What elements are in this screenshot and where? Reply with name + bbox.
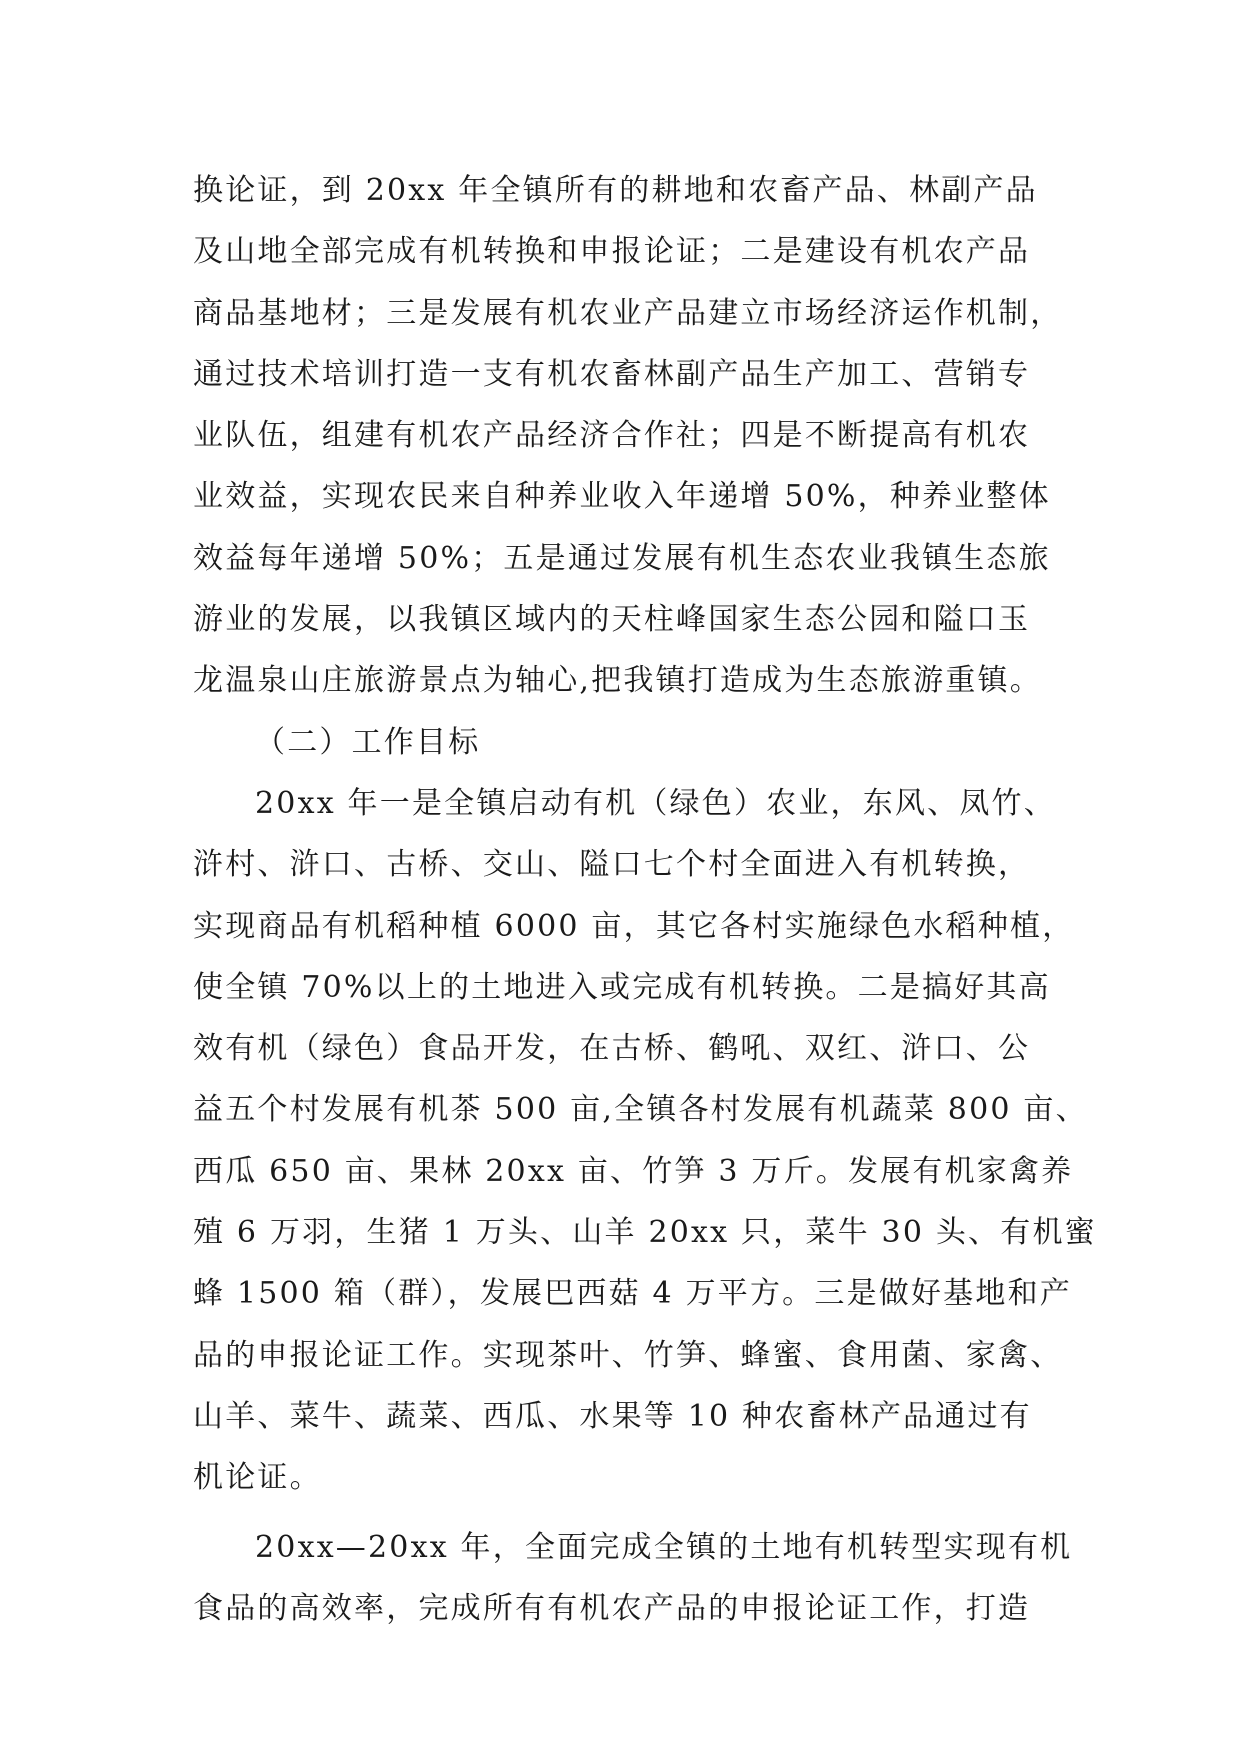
- paragraph-work-goals: [193, 773, 1097, 1509]
- paragraph-work-plan-continued: [193, 160, 1073, 712]
- text-line: 使全镇 70%以上的土地进入或完成有机转换。二是搞好其高: [193, 969, 1051, 1005]
- paragraph-spacing: [193, 1509, 1073, 1517]
- text-line: 西瓜 650 亩、果林 20xx 亩、竹笋 3 万斤。发展有机家禽养: [193, 1153, 1074, 1189]
- text-line: 通过技术培训打造一支有机农畜林副产品生产加工、营销专: [193, 356, 1031, 392]
- text-line: 殖 6 万羽，生猪 1 万头、山羊 20xx 只，菜牛 30 头、有机蜜: [193, 1215, 1097, 1251]
- text-line: 蜂 1500 箱（群），发展巴西菇 4 万平方。三是做好基地和产: [193, 1276, 1072, 1312]
- text-line: 益五个村发展有机茶 500 亩,全镇各村发展有机蔬菜 800 亩、: [193, 1092, 1088, 1128]
- text-line: 浒村、浒口、古桥、交山、隘口七个村全面进入有机转换，: [193, 847, 1031, 883]
- text-line: 机论证。: [193, 1460, 322, 1496]
- text-line: 效有机（绿色）食品开发，在古桥、鹤吼、双红、浒口、公: [193, 1031, 1031, 1067]
- text-line: 品的申报论证工作。实现茶叶、竹笋、蜂蜜、食用菌、家禽、: [193, 1337, 1063, 1373]
- section-heading: （二）工作目标: [255, 724, 481, 760]
- text-line: 换论证，到 20xx 年全镇所有的耕地和农畜产品、林副产品: [193, 173, 1038, 208]
- paragraph-long-term-goals: [193, 1517, 1073, 1640]
- text-line: 实现商品有机稻种植 6000 亩，其它各村实施绿色水稻种植，: [193, 908, 1075, 944]
- text-line: 龙温泉山庄旅游景点为轴心,把我镇打造成为生态旅游重镇。: [193, 663, 1042, 699]
- text-line: 商品基地材；三是发展有机农业产品建立市场经济运作机制，: [193, 295, 1063, 331]
- text-line: 20xx 年一是全镇启动有机（绿色）农业，东风、凤竹、: [255, 785, 1056, 821]
- text-line: 游业的发展，以我镇区域内的天柱峰国家生态公园和隘口玉: [193, 602, 1031, 638]
- text-line: 食品的高效率，完成所有有机农产品的申报论证工作，打造: [193, 1590, 1031, 1626]
- text-line: 山羊、菜牛、蔬菜、西瓜、水果等 10 种农畜林产品通过有: [193, 1398, 1032, 1434]
- document-body: [193, 160, 1097, 1639]
- text-line: 效益每年递增 50%；五是通过发展有机生态农业我镇生态旅: [193, 540, 1051, 576]
- text-line: 业队伍，组建有机农产品经济合作社；四是不断提高有机农: [193, 418, 1031, 454]
- text-line: 及山地全部完成有机转换和申报论证；二是建设有机农产品: [193, 234, 1031, 270]
- text-line: 业效益，实现农民来自种养业收入年递增 50%，种养业整体: [193, 479, 1051, 515]
- text-line: 20xx—20xx 年，全面完成全镇的土地有机转型实现有机: [255, 1529, 1073, 1565]
